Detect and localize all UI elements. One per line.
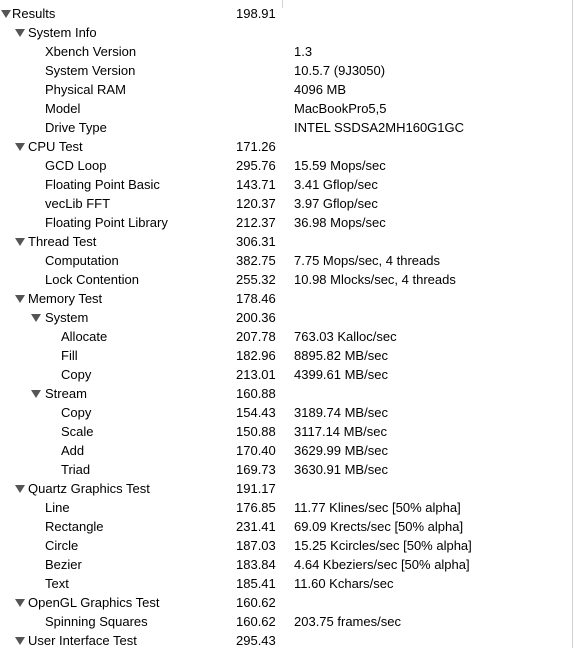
row-label: Floating Point Basic <box>45 177 160 192</box>
row-detail: 1.3 <box>294 44 313 59</box>
disclosure-triangle-icon[interactable] <box>14 593 26 612</box>
row-detail: 3630.91 MB/sec <box>294 462 388 477</box>
row-cpu-test[interactable] <box>0 137 575 156</box>
disclosure-triangle-icon[interactable] <box>0 4 12 23</box>
row-score: 213.01 <box>236 367 276 382</box>
row-score: 255.32 <box>236 272 276 287</box>
disclosure-triangle-icon[interactable] <box>14 23 26 42</box>
row-score: 295.43 <box>236 633 276 648</box>
row-detail: 11.77 Klines/sec [50% alpha] <box>294 500 461 515</box>
row-stream[interactable] <box>0 384 575 403</box>
row-veclib-fft <box>0 194 575 213</box>
row-label: Drive Type <box>45 120 107 135</box>
row-score: 171.26 <box>236 139 276 154</box>
row-detail: 3.97 Gflop/sec <box>294 196 378 211</box>
row-label: Memory Test <box>28 291 103 306</box>
row-lock-contention <box>0 270 575 289</box>
disclosure-triangle-icon[interactable] <box>14 137 26 156</box>
row-detail: MacBookPro5,5 <box>294 101 387 116</box>
row-detail: 7.75 Mops/sec, 4 threads <box>294 253 440 268</box>
row-detail: 10.98 Mlocks/sec, 4 threads <box>294 272 456 287</box>
row-score: 160.88 <box>236 386 276 401</box>
row-detail: 203.75 frames/sec <box>294 614 401 629</box>
window-edge <box>572 0 573 648</box>
row-label: Spinning Squares <box>45 614 148 629</box>
row-score: 170.40 <box>236 443 276 458</box>
row-label: Add <box>61 443 85 458</box>
row-fill <box>0 346 575 365</box>
row-drive-type <box>0 118 575 137</box>
row-floating-point-library <box>0 213 575 232</box>
disclosure-triangle-icon[interactable] <box>14 289 26 308</box>
row-allocate <box>0 327 575 346</box>
row-text <box>0 574 575 593</box>
row-label: User Interface Test <box>28 633 137 648</box>
row-detail: 763.03 Kalloc/sec <box>294 329 397 344</box>
row-score: 182.96 <box>236 348 276 363</box>
row-detail: INTEL SSDSA2MH160G1GC <box>294 120 465 135</box>
row-quartz-graphics-test[interactable] <box>0 479 575 498</box>
row-detail: 11.60 Kchars/sec <box>294 576 394 591</box>
row-circle <box>0 536 575 555</box>
row-stream-copy <box>0 403 575 422</box>
row-label: CPU Test <box>28 139 83 154</box>
row-add <box>0 441 575 460</box>
row-detail: 15.25 Kcircles/sec [50% alpha] <box>294 538 472 553</box>
row-xbench-version <box>0 42 575 61</box>
row-score: 143.71 <box>236 177 276 192</box>
row-score: 306.31 <box>236 234 276 249</box>
row-label: Copy <box>61 405 92 420</box>
row-score: 382.75 <box>236 253 276 268</box>
row-score: 176.85 <box>236 500 276 515</box>
row-gcd-loop <box>0 156 575 175</box>
row-opengl-graphics-test[interactable] <box>0 593 575 612</box>
row-score: 191.17 <box>236 481 276 496</box>
row-user-interface-test[interactable] <box>0 631 575 650</box>
row-label: Results <box>12 6 56 21</box>
row-detail: 3189.74 MB/sec <box>294 405 388 420</box>
row-score: 187.03 <box>236 538 276 553</box>
row-memory-test[interactable] <box>0 289 575 308</box>
row-score: 178.46 <box>236 291 276 306</box>
row-label: System Version <box>45 63 136 78</box>
row-score: 185.41 <box>236 576 276 591</box>
row-scale <box>0 422 575 441</box>
disclosure-triangle-icon[interactable] <box>30 384 42 403</box>
row-floating-point-basic <box>0 175 575 194</box>
row-label: Rectangle <box>45 519 104 534</box>
row-label: Copy <box>61 367 92 382</box>
row-label: Computation <box>45 253 119 268</box>
row-label: Fill <box>61 348 78 363</box>
row-label: Line <box>45 500 70 515</box>
row-score: 169.73 <box>236 462 276 477</box>
row-label: Model <box>45 101 81 116</box>
row-model <box>0 99 575 118</box>
row-spinning-squares <box>0 612 575 631</box>
row-label: Xbench Version <box>45 44 137 59</box>
row-detail: 36.98 Mops/sec <box>294 215 386 230</box>
row-score: 231.41 <box>236 519 276 534</box>
row-detail: 3117.14 MB/sec <box>294 424 387 439</box>
row-label: vecLib FFT <box>45 196 111 211</box>
row-label: Stream <box>45 386 87 401</box>
row-label: Triad <box>61 462 91 477</box>
row-system-info[interactable] <box>0 23 575 42</box>
row-score: 154.43 <box>236 405 276 420</box>
row-label: System <box>45 310 89 325</box>
row-detail: 15.59 Mops/sec <box>294 158 386 173</box>
row-detail: 4.64 Kbeziers/sec [50% alpha] <box>294 557 470 572</box>
row-label: Quartz Graphics Test <box>28 481 150 496</box>
row-detail: 3.41 Gflop/sec <box>294 177 378 192</box>
row-memory-system[interactable] <box>0 308 575 327</box>
disclosure-triangle-icon[interactable] <box>30 308 42 327</box>
row-score: 183.84 <box>236 557 276 572</box>
row-detail: 3629.99 MB/sec <box>294 443 388 458</box>
row-score: 160.62 <box>236 614 276 629</box>
row-label: Bezier <box>45 557 82 572</box>
row-rectangle <box>0 517 575 536</box>
row-label: Text <box>45 576 69 591</box>
column-divider <box>282 0 283 8</box>
row-triad <box>0 460 575 479</box>
row-score: 207.78 <box>236 329 276 344</box>
row-system-version <box>0 61 575 80</box>
row-score: 160.62 <box>236 595 276 610</box>
row-score: 295.76 <box>236 158 276 173</box>
disclosure-triangle-icon[interactable] <box>14 479 26 498</box>
disclosure-triangle-icon[interactable] <box>14 232 26 251</box>
row-score: 200.36 <box>236 310 276 325</box>
row-thread-test[interactable] <box>0 232 575 251</box>
row-detail: 4399.61 MB/sec <box>294 367 388 382</box>
row-system-copy <box>0 365 575 384</box>
row-label: Scale <box>61 424 94 439</box>
row-label: Thread Test <box>28 234 97 249</box>
row-bezier <box>0 555 575 574</box>
row-results[interactable] <box>0 4 575 23</box>
row-physical-ram <box>0 80 575 99</box>
row-score: 212.37 <box>236 215 276 230</box>
row-label: Floating Point Library <box>45 215 168 230</box>
row-detail: 69.09 Krects/sec [50% alpha] <box>294 519 464 534</box>
row-detail: 10.5.7 (9J3050) <box>294 63 386 78</box>
row-score: 198.91 <box>236 6 276 21</box>
row-label: System Info <box>28 25 97 40</box>
row-detail: 8895.82 MB/sec <box>294 348 388 363</box>
row-detail: 4096 MB <box>294 82 347 97</box>
row-line <box>0 498 575 517</box>
row-label: Physical RAM <box>45 82 126 97</box>
row-label: Allocate <box>61 329 108 344</box>
row-label: GCD Loop <box>45 158 107 173</box>
row-score: 150.88 <box>236 424 276 439</box>
results-outline-view <box>0 4 575 650</box>
row-label: Circle <box>45 538 79 553</box>
row-score: 120.37 <box>236 196 276 211</box>
row-label: OpenGL Graphics Test <box>28 595 160 610</box>
row-label: Lock Contention <box>45 272 139 287</box>
disclosure-triangle-icon[interactable] <box>14 631 26 650</box>
row-computation <box>0 251 575 270</box>
